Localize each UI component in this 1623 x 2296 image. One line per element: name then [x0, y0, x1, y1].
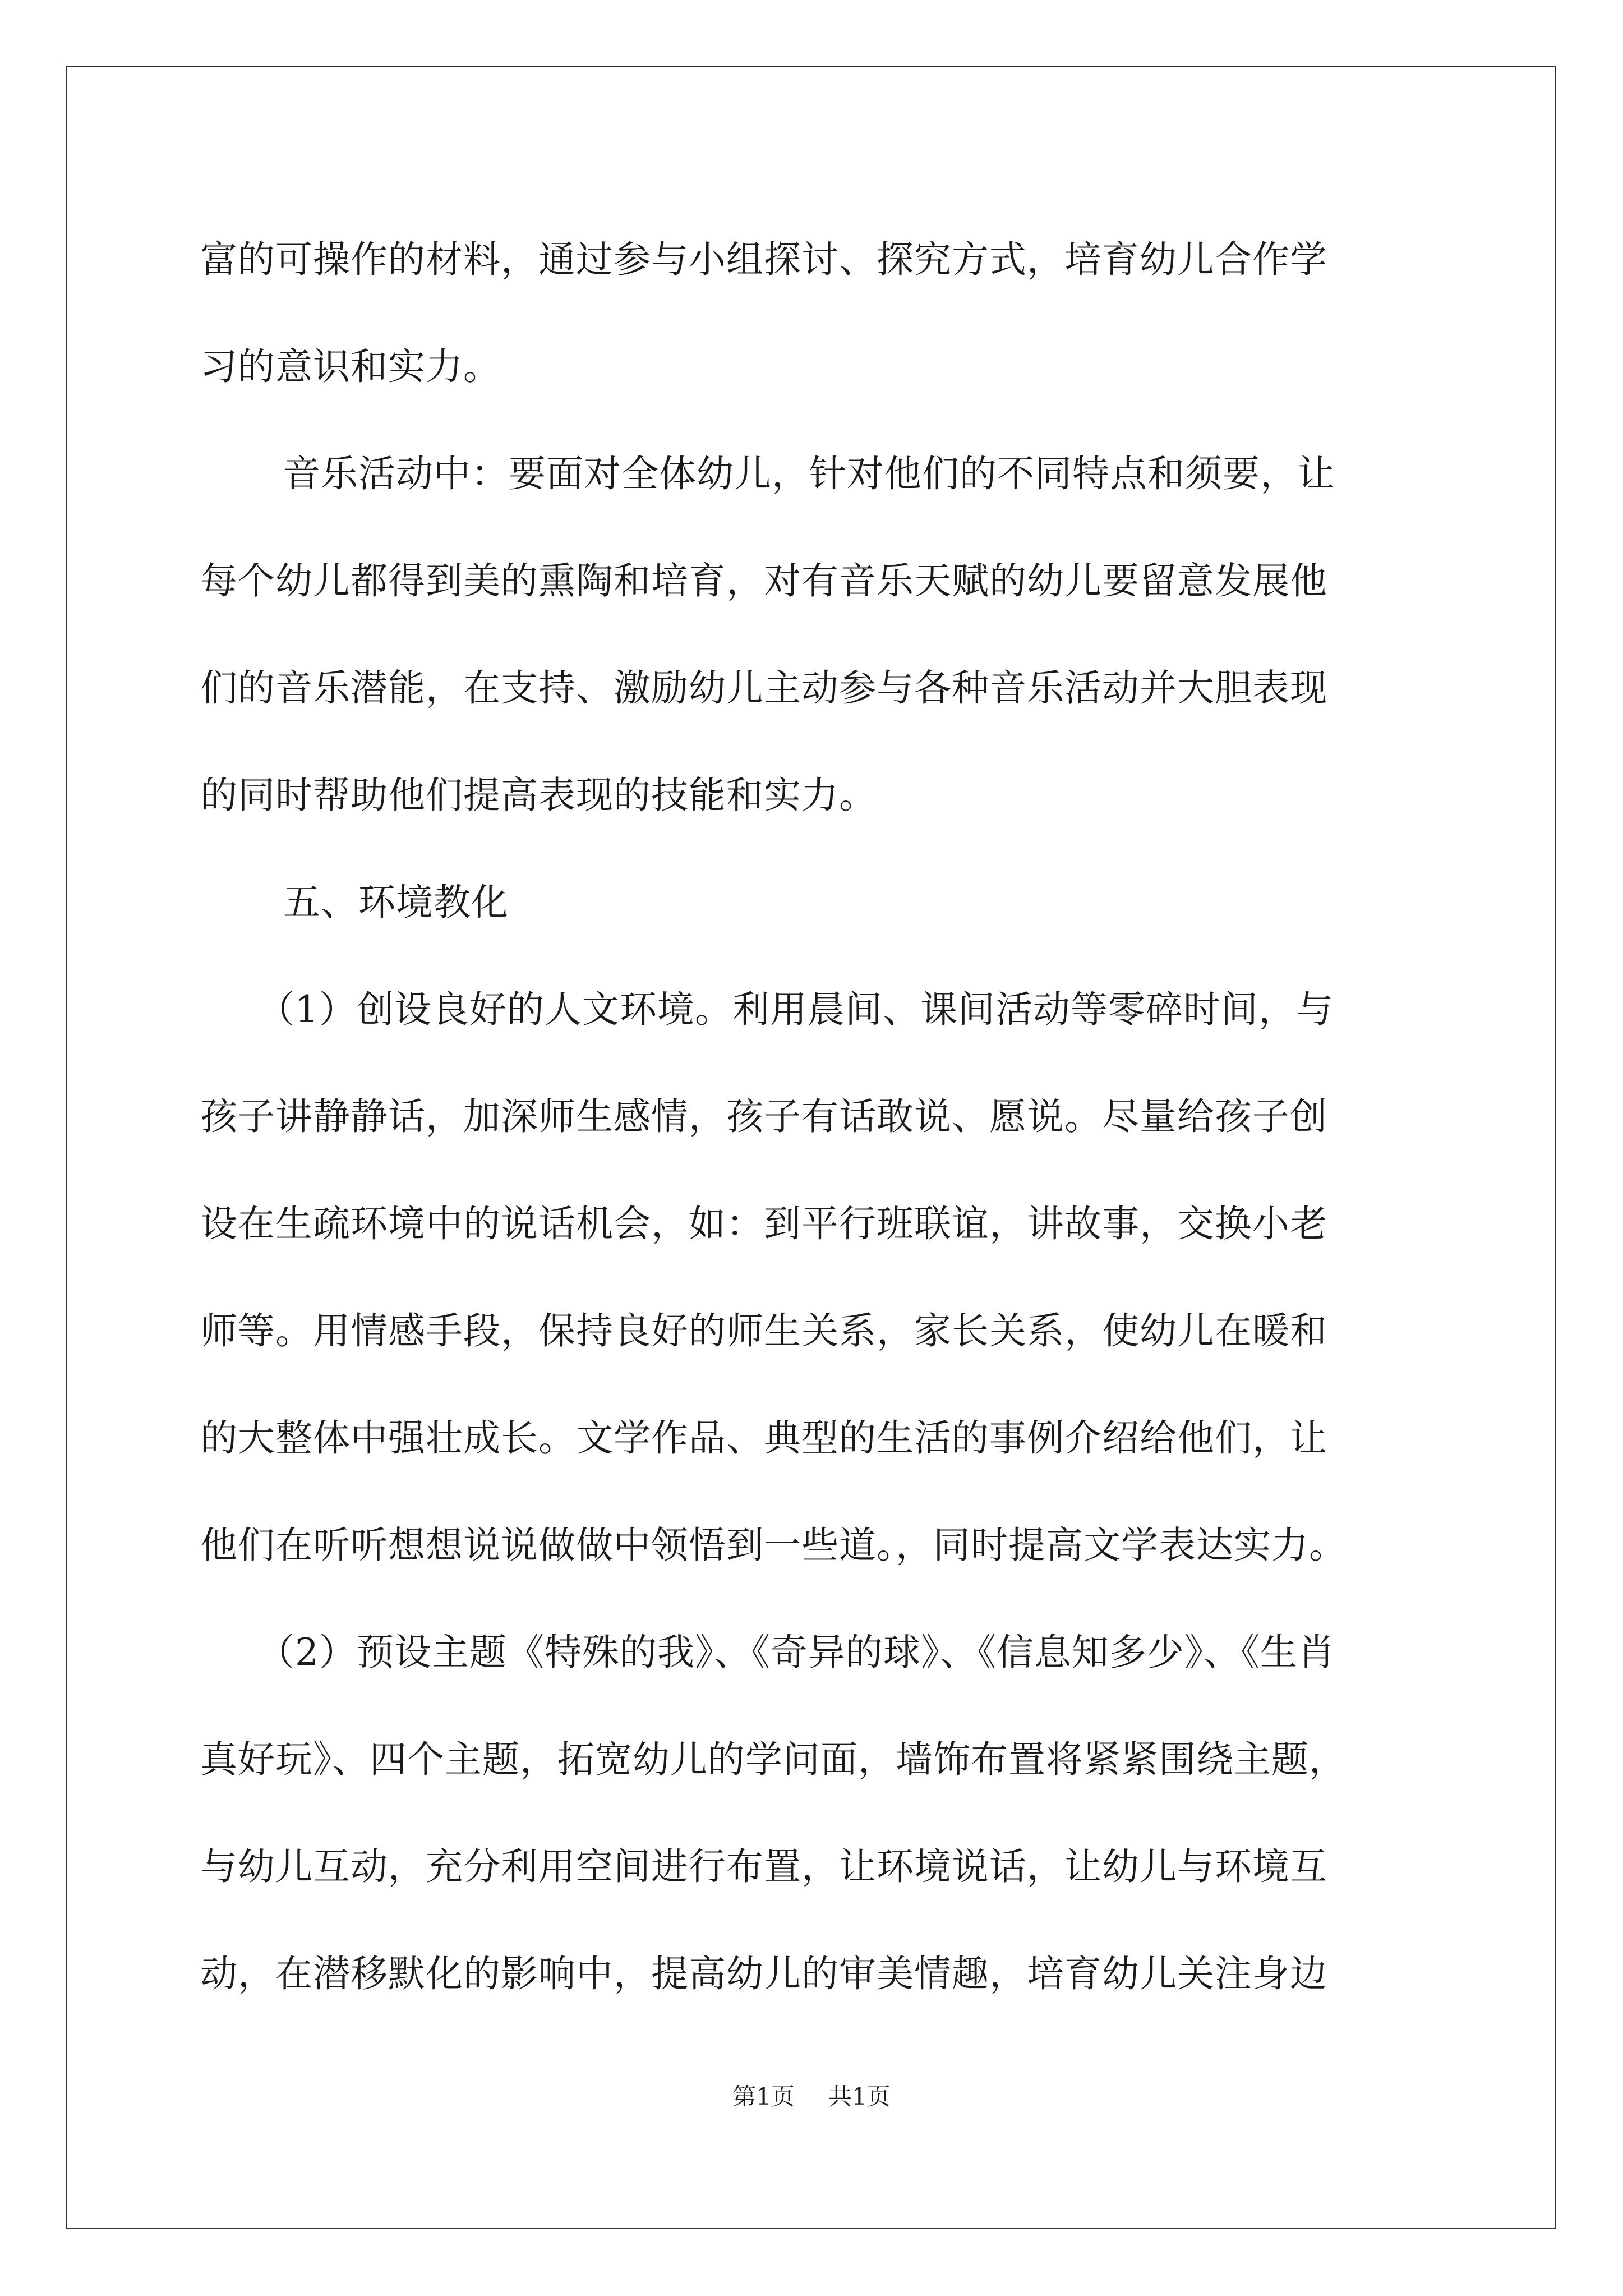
document-body [200, 206, 1423, 2027]
text-line: 音乐活动中：要面对全体幼儿，针对他们的不同特点和须要，让 [283, 452, 1335, 495]
page-footer [0, 2080, 1623, 2114]
text-line: 他们在听听想想说说做做中领悟到一些道。，同时提高文学表达实力。 [200, 1524, 1347, 1567]
text-line: （2）预设主题《特殊的我》、《奇异的球》、《信息知多少》、《生肖 [257, 1631, 1335, 1674]
text-line: 富的可操作的材料，通过参与小组探讨、探究方式，培育幼儿合作学 [200, 238, 1327, 281]
text-line: 孩子讲静静话，加深师生感情，孩子有话敢说、愿说。尽量给孩子创 [200, 1095, 1327, 1138]
text-line: （1）创设良好的人文环境。利用晨间、课间活动等零碎时间，与 [257, 988, 1334, 1031]
text-line: 真好玩》、四个主题，拓宽幼儿的学问面，墙饰布置将紧紧围绕主题， [200, 1738, 1347, 1781]
page-total: 共1页 [828, 2083, 891, 2110]
text-line: 的大整体中强壮成长。文学作品、典型的生活的事例介绍给他们，让 [200, 1416, 1327, 1460]
text-line: 每个幼儿都得到美的熏陶和培育，对有音乐天赋的幼儿要留意发展他 [200, 559, 1327, 602]
text-line: 习的意识和实力。 [200, 345, 501, 388]
text-line: 们的音乐潜能，在支持、激励幼儿主动参与各种音乐活动并大胆表现 [200, 666, 1327, 710]
text-line: 与幼儿互动，充分利用空间进行布置，让环境说话，让幼儿与环境互 [200, 1845, 1327, 1888]
text-line: 动，在潜移默化的影响中，提高幼儿的审美情趣，培育幼儿关注身边 [200, 1952, 1327, 1995]
text-line: 的同时帮助他们提高表现的技能和实力。 [200, 774, 877, 817]
section-heading: 五、环境教化 [283, 881, 509, 924]
text-line: 师等。用情感手段，保持良好的师生关系，家长关系，使幼儿在暖和 [200, 1309, 1327, 1352]
text-line: 设在生疏环境中的说话机会，如：到平行班联谊，讲故事，交换小老 [200, 1202, 1327, 1245]
page-number: 第1页 [732, 2083, 795, 2110]
